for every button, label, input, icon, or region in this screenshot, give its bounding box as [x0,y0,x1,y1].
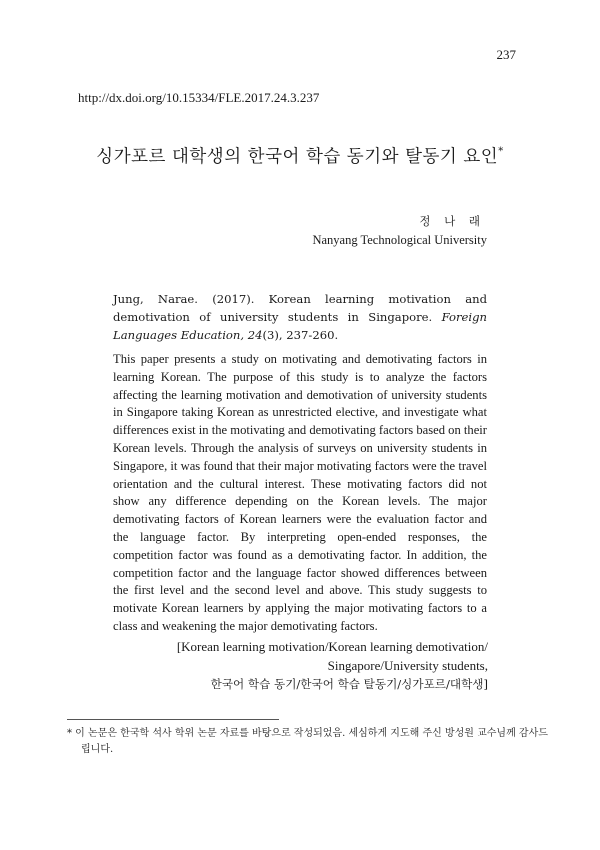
keywords [128,637,488,694]
author-name: 정 나 래 [419,214,485,228]
page-number: 237 [496,47,516,62]
doi-link[interactable]: http://dx.doi.org/10.15334/FLE.2017.24.3.237 [78,90,320,105]
keywords-line-1: [Korean learning motivation/Korean learning demotivation/ [176,639,488,654]
paper-title [0,143,600,168]
paper-title-text: 싱가포르 대학생의 한국어 학습 동기와 탈동기 요인 [96,147,499,167]
keywords-line-3: 한국어 학습 동기/한국어 학습 탈동기/싱가포르/대학생] [210,677,488,691]
citation-pages: (3), 237-260. [262,328,339,342]
footnote-divider [67,719,279,720]
citation-authors: Jung, Narae. (2017). Korean learning motivation and demotivation of university students in Singapore. [113,292,487,324]
author-affiliation: Nanyang Technological University [312,233,487,247]
citation-journal: Foreign Languages Education, 24 [113,310,487,342]
title-footnote-mark: * [498,146,504,157]
keywords-line-2: Singapore/University students, [327,658,488,673]
abstract: This paper presents a study on motivating and demotivating factors in learning Korean. The purpose of this study is to analyze the factors affecting the learning motivation and demotivation of university students in Singapore taking Korean as unrestricted elective, and investigate what differences exist in the motivating and demotivating factors based on their Korean levels. Through the analysis of surveys on university students in Singapore, it was found that their major motivating factors were the travel orientation and the cultural interest. These motivating factors did not show any difference depending on the Korean levels. The major demotivating factors of Korean learners were the evaluation factor and the language factor. By interpreting open-ended responses, the competition factor was found as a demotivating factor. In addition, the competition factor and the language factor showed differences between the first level and the second level and above. This study suggests to motivate Korean learners by applying the major motivating factors to a class and weakening the major demotivating factors. [113,352,487,633]
citation [113,290,487,344]
footnote: * 이 논문은 한국학 석사 학위 논문 자료를 바탕으로 작성되었음. 세심하게 지도해 주신 방성원 교수님께 감사드립니다. [67,728,548,755]
